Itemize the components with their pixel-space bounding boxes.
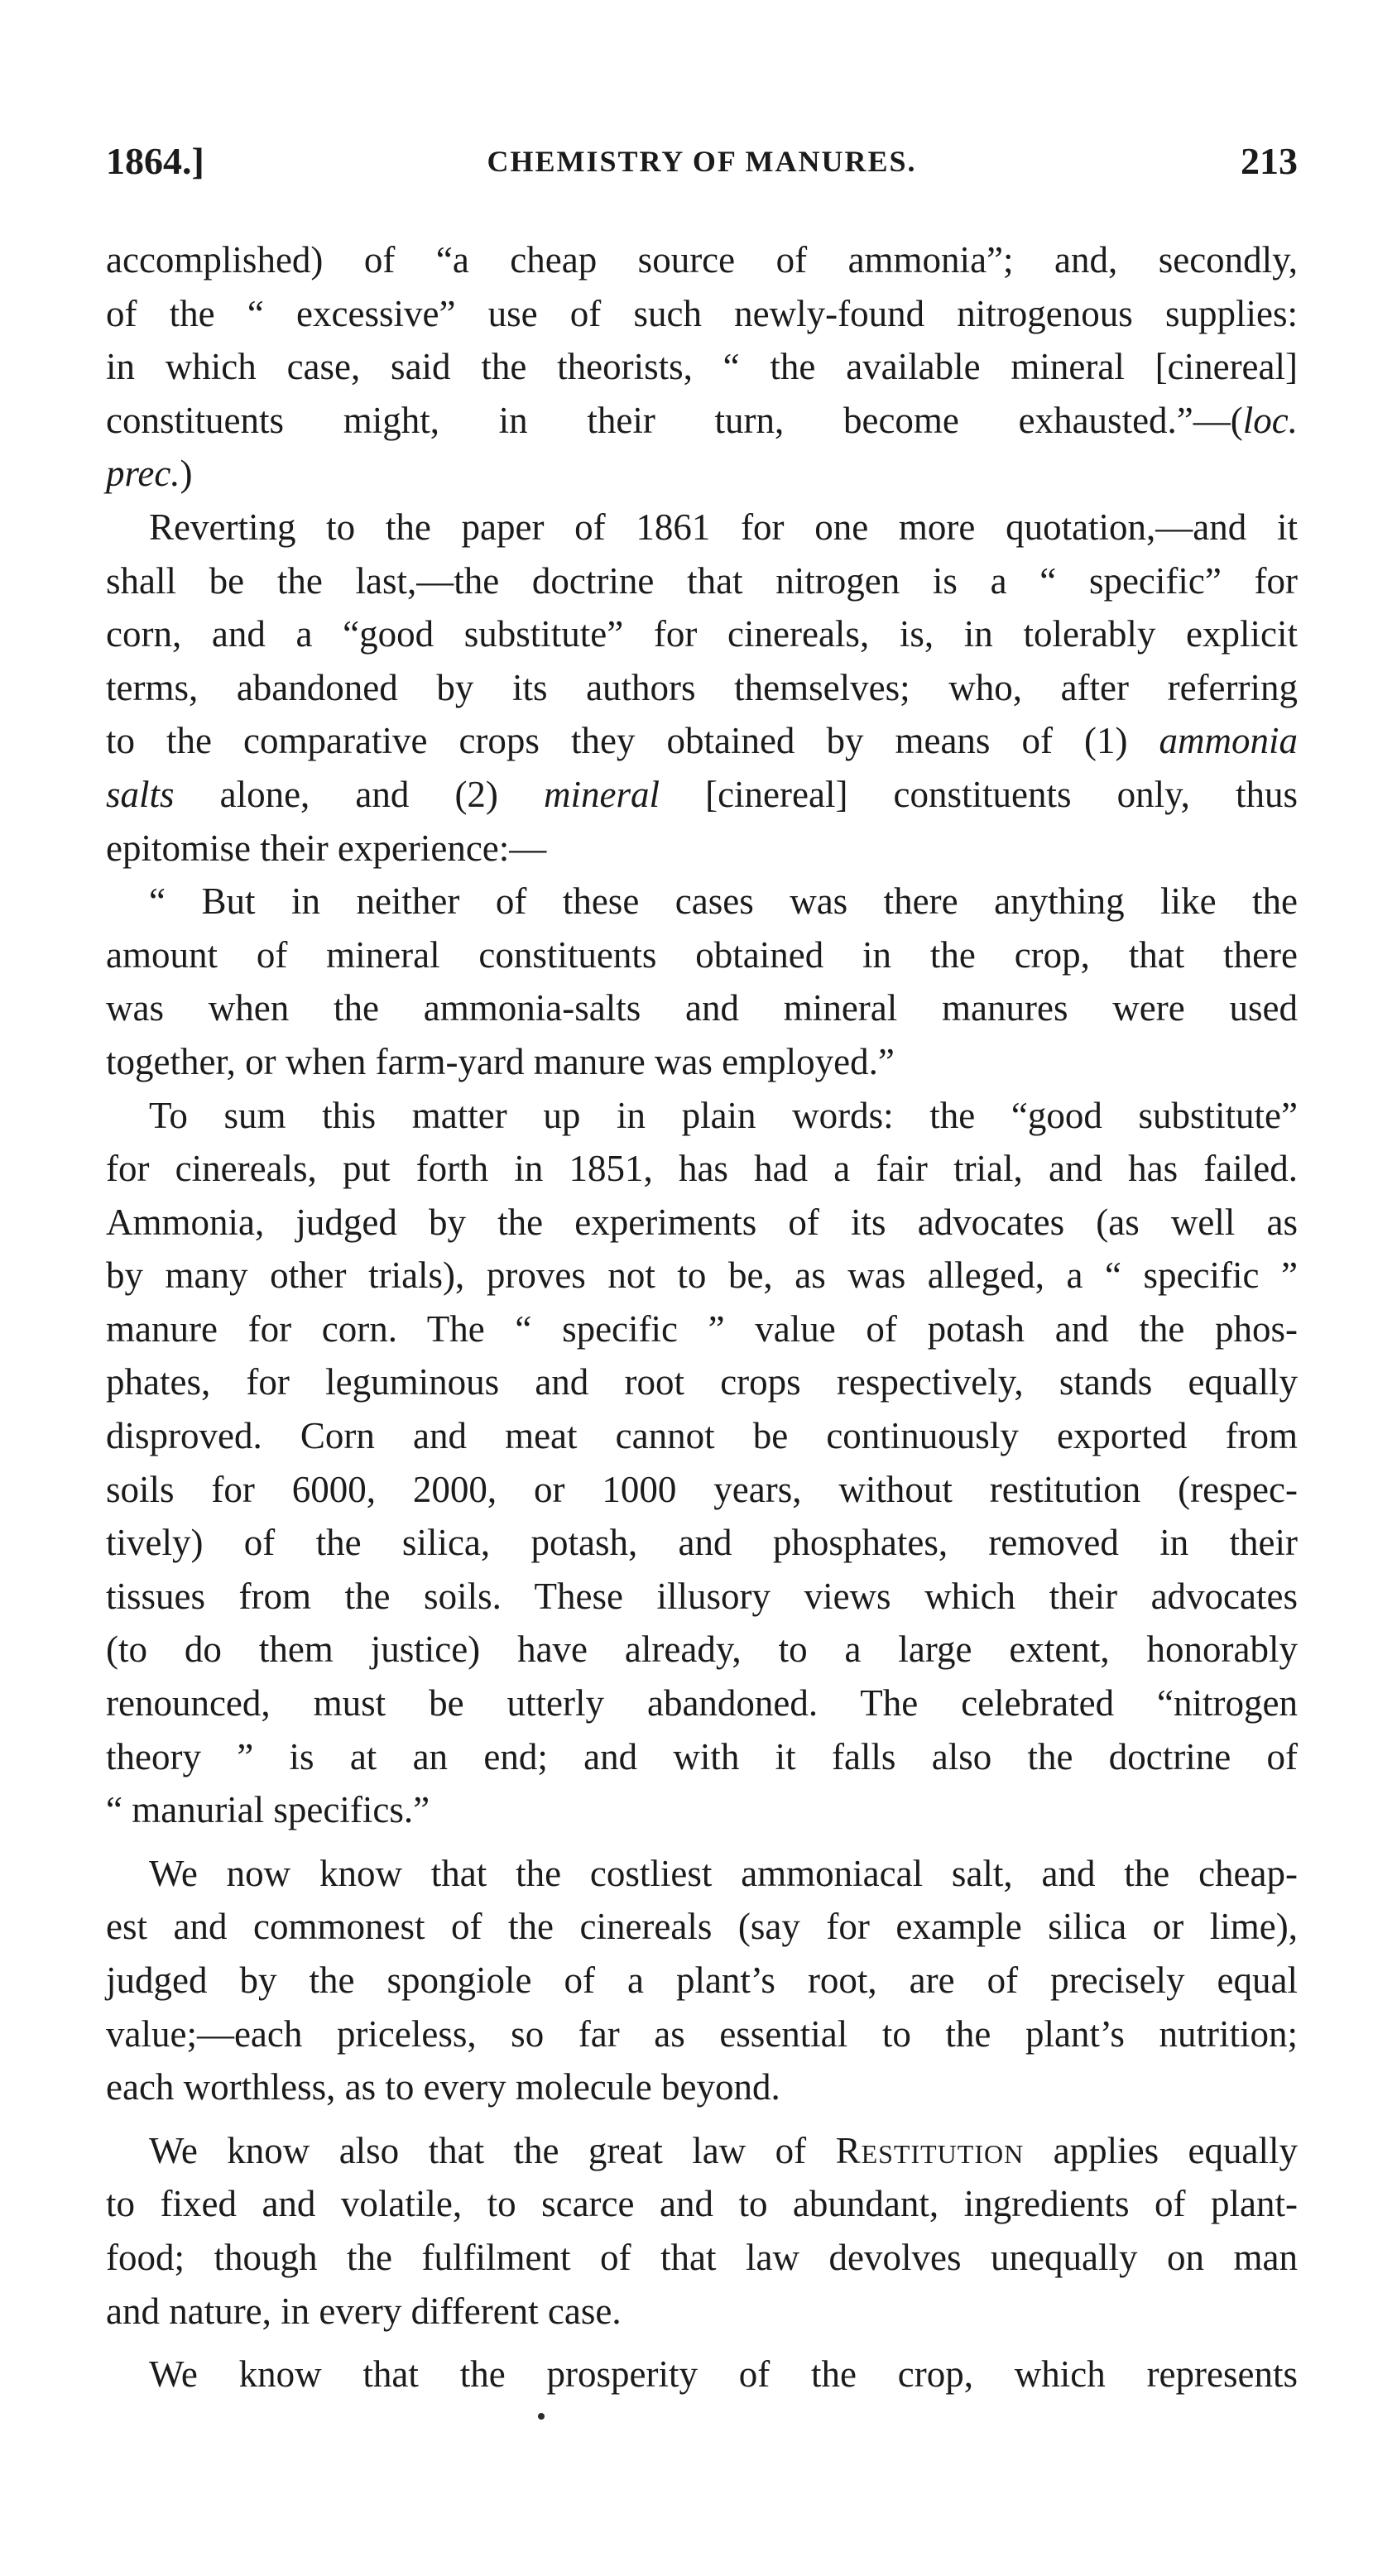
italic-fragment: ammonia: [1159, 720, 1298, 762]
text-line: Ammonia, judged by the experiments of its advocates (as well as: [106, 1201, 1298, 1243]
text-line: judged by the spongiole of a plant’s root, are of precisely equal: [106, 1960, 1298, 2001]
text-line: [106, 2124, 1298, 2178]
text-line: accomplished) of “a cheap source of ammonia”; and, secondly,: [106, 239, 1298, 281]
print-speck: [538, 2413, 545, 2420]
text-line: renounced, must be utterly abandoned. The celebrated “nitrogen: [106, 1682, 1298, 1725]
text-line: epitomise their experience:—: [106, 827, 547, 869]
text-line: of the “ excessive” use of such newly-found nitrogenous supplies:: [106, 292, 1298, 334]
text-line: To sum this matter up in plain words: the “good substitute”: [149, 1094, 1298, 1136]
text-line: [106, 714, 1298, 768]
text-line: Reverting to the paper of 1861 for one more quotation,—and it: [149, 506, 1298, 548]
text-fragment: constituents might, in their turn, become exhausted.”—(: [106, 399, 1243, 441]
text-line: theory ” is at an end; and with it falls also the doctrine of: [106, 1735, 1298, 1777]
paragraph-1: [106, 233, 1298, 501]
paragraph-3-quotation: [106, 875, 1298, 1088]
text-line: soils for 6000, 2000, or 1000 years, without restitution (respec-: [106, 1468, 1298, 1510]
paragraph-gap: [106, 1837, 1298, 1847]
italic-fragment: prec.: [106, 453, 180, 495]
smallcaps-fragment: Restitution: [835, 2129, 1025, 2171]
paragraph-4: [106, 1089, 1298, 1837]
text-fragment: alone, and (2): [174, 773, 544, 815]
header-title: CHEMISTRY OF MANURES.: [487, 145, 917, 178]
text-line: phates, for leguminous and root crops respectively, stands equally: [106, 1361, 1298, 1403]
text-fragment: We know also that the great law of: [149, 2129, 836, 2171]
page-number: 213: [1241, 140, 1298, 182]
italic-fragment: mineral: [544, 773, 660, 815]
text-line: and nature, in every different case.: [106, 2290, 622, 2332]
paragraph-5: [106, 1847, 1298, 2114]
text-line: prec.): [106, 453, 193, 495]
text-line: “ manurial specifics.”: [106, 1789, 430, 1831]
text-line: shall be the last,—the doctrine that nitrogen is a “ specific” for: [106, 559, 1298, 602]
text-line: tively) of the silica, potash, and phosphates, removed in their: [106, 1522, 1298, 1564]
header-year: 1864.]: [106, 140, 204, 182]
text-line: to fixed and volatile, to scarce and to abundant, ingredients of plant-: [106, 2183, 1298, 2225]
text-line: We now know that the costliest ammoniacal salt, and the cheap-: [149, 1852, 1298, 1894]
paragraph-6: [106, 2124, 1298, 2338]
text-line: We know that the prosperity of the crop, which represents: [149, 2353, 1298, 2396]
text-line: corn, and a “good substitute” for cinereals, is, in tolerably explicit: [106, 613, 1298, 655]
text-line: food; though the fulfilment of that law devolves unequally on man: [106, 2236, 1298, 2278]
paragraph-gap: [106, 2114, 1298, 2124]
text-line: est and commonest of the cinereals (say for example silica or lime),: [106, 1906, 1298, 1948]
text-line: together, or when farm-yard manure was employed.”: [106, 1040, 895, 1082]
text-line: tissues from the soils. These illusory views which their advocates: [106, 1575, 1298, 1617]
text-line: manure for corn. The “ specific ” value of potash and the phos-: [106, 1307, 1298, 1350]
text-line: value;—each priceless, so far as essential to the plant’s nutrition;: [106, 2012, 1298, 2055]
italic-fragment: loc.: [1242, 399, 1298, 441]
text-line: for cinereals, put forth in 1851, has had a fair trial, and has failed.: [106, 1148, 1298, 1190]
text-line: [106, 768, 1298, 822]
text-fragment: [cinereal] constituents only, thus: [660, 773, 1298, 815]
paragraph-gap: [106, 2338, 1298, 2348]
text-line: [106, 394, 1298, 448]
text-line: in which case, said the theorists, “ the available mineral [cinereal]: [106, 346, 1298, 388]
text-line: was when the ammonia-salts and mineral manures were used: [106, 987, 1298, 1029]
text-line: “ But in neither of these cases was there anything like the: [149, 880, 1298, 923]
text-fragment: to the comparative crops they obtained by means of (1): [106, 720, 1159, 762]
italic-fragment: salts: [106, 773, 175, 815]
paragraph-7: [106, 2348, 1298, 2401]
body-text: [106, 233, 1298, 2401]
text-line: terms, abandoned by its authors themselves; who, after referring: [106, 666, 1298, 708]
text-line: disproved. Corn and meat cannot be continuously exported from: [106, 1415, 1298, 1457]
text-line: each worthless, as to every molecule beyond.: [106, 2066, 780, 2108]
text-line: (to do them justice) have already, to a large extent, honorably: [106, 1629, 1298, 1671]
text-fragment: applies equally: [1024, 2129, 1298, 2171]
text-line: by many other trials), proves not to be, as was alleged, a “ specific ”: [106, 1254, 1298, 1297]
text-line: amount of mineral constituents obtained in the crop, that there: [106, 933, 1298, 976]
paragraph-2: [106, 501, 1298, 875]
running-header: [106, 139, 1298, 197]
